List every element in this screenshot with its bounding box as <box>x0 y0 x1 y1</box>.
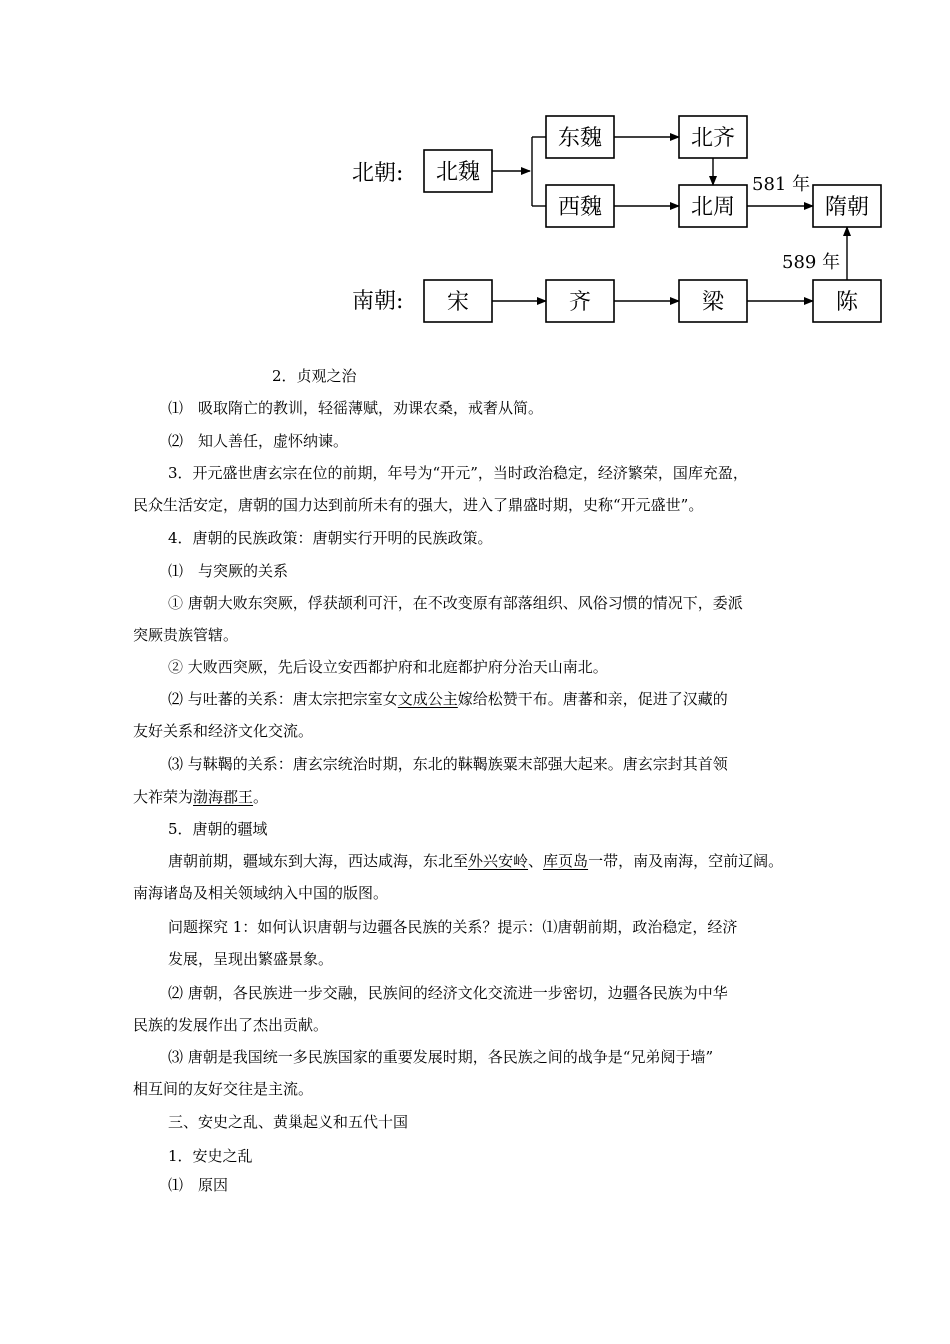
heading-kaiyuan: 3．开元盛世唐玄宗在位的前期，年号为“开元”，当时政治稳定，经济繁荣，国库充盈， <box>168 464 748 482</box>
box-liang <box>679 280 747 322</box>
dynasty-diagram <box>352 108 892 330</box>
paragraph-line: ⑶ 唐朝是我国统一多民族国家的重要发展时期，各民族之间的战争是“兄弟阋于墙” <box>168 1048 714 1066</box>
north-dynasties-label: 北朝: <box>352 161 404 186</box>
box-qi-label: 齐 <box>568 290 592 315</box>
paragraph-line: 发展，呈现出繁盛景象。 <box>168 950 334 968</box>
box-suichao <box>813 185 881 227</box>
box-beizhou <box>679 185 747 227</box>
box-chen-label: 陈 <box>835 290 859 315</box>
section-heading-three: 三、安史之乱、黄巢起义和五代十国 <box>168 1113 409 1131</box>
box-song-label: 宋 <box>446 290 470 315</box>
text-run: 一带，南及南海，空前辽阔。 <box>588 852 784 870</box>
paragraph-line: ② 大败西突厥，先后设立安西都护府和北庭都护府分治天山南北。 <box>168 658 608 676</box>
paragraph-line: 友好关系和经济文化交流。 <box>133 722 314 740</box>
underlined-term-kuyedao: 库页岛 <box>543 852 589 870</box>
box-beizhou-label: 北周 <box>690 195 736 220</box>
heading-anshi: 1．安史之乱 <box>168 1147 253 1165</box>
box-dongwei <box>546 116 614 158</box>
paragraph-line: ⑵ 知人善任，虚怀纳谏。 <box>168 432 349 450</box>
paragraph-line: 南海诸岛及相关领域纳入中国的版图。 <box>133 884 389 902</box>
paragraph-territory <box>168 851 783 871</box>
box-xiwei-label: 西魏 <box>557 195 603 220</box>
subheading-tujue: ⑴ 与突厥的关系 <box>168 562 289 580</box>
paragraph-line <box>133 787 268 807</box>
text-run: 。 <box>253 788 269 806</box>
paragraph-line: 民众生活安定，唐朝的国力达到前所未有的强大，进入了鼎盛时期，史称“开元盛世”。 <box>133 496 704 514</box>
box-beiqi <box>679 116 747 158</box>
year-581-label: 581 年 <box>752 174 811 195</box>
paragraph-line: ⑵ 唐朝，各民族进一步交融，民族间的经济文化交流进一步密切，边疆各民族为中华 <box>168 984 728 1002</box>
underlined-term-bohai: 渤海郡王 <box>193 788 254 806</box>
box-dongwei-label: 东魏 <box>557 126 603 151</box>
question-explore: 问题探究 1：如何认识唐朝与边疆各民族的关系？提示：⑴唐朝前期，政治稳定，经济 <box>168 918 738 936</box>
text-run: 、 <box>528 852 544 870</box>
text-run: 嫁给松赞干布。唐蕃和亲，促进了汉藏的 <box>457 690 728 708</box>
paragraph-tubo <box>168 689 728 709</box>
subheading-cause: ⑴ 原因 <box>168 1176 229 1194</box>
heading-territory: 5．唐朝的疆域 <box>168 820 268 838</box>
south-dynasties-label: 南朝: <box>352 289 404 314</box>
heading-zhenguan: 2．贞观之治 <box>272 367 357 385</box>
paragraph-mohe: ⑶ 与靺鞨的关系：唐玄宗统治时期，东北的靺鞨族粟末部强大起来。唐玄宗封其首领 <box>168 755 728 773</box>
year-589-label: 589 年 <box>782 252 841 273</box>
paragraph-line: 民族的发展作出了杰出贡献。 <box>133 1016 329 1034</box>
text-run: ⑵ 与吐蕃的关系：唐太宗把宗室女 <box>168 690 398 708</box>
box-song <box>424 280 492 322</box>
box-liang-label: 梁 <box>701 290 725 315</box>
paragraph-line: ⑴ 吸取隋亡的教训，轻徭薄赋，劝课农桑，戒奢从简。 <box>168 399 544 417</box>
box-qi <box>546 280 614 322</box>
box-suichao-label: 隋朝 <box>824 195 870 220</box>
underlined-term-wencheng: 文成公主 <box>397 690 458 708</box>
box-xiwei <box>546 185 614 227</box>
dynasty-flow-svg <box>352 108 892 330</box>
paragraph-line: ① 唐朝大败东突厥，俘获颉利可汗，在不改变原有部落组织、风俗习惯的情况下，委派 <box>168 594 743 612</box>
paragraph-line: 相互间的友好交往是主流。 <box>133 1080 314 1098</box>
text-run: 大祚荣为 <box>133 788 194 806</box>
box-beiwei-label: 北魏 <box>435 160 481 185</box>
text-run: 唐朝前期，疆域东到大海，西达咸海，东北至 <box>168 852 469 870</box>
box-chen <box>813 280 881 322</box>
underlined-term-xinganling: 外兴安岭 <box>468 852 529 870</box>
heading-ethnic-policy: 4．唐朝的民族政策：唐朝实行开明的民族政策。 <box>168 529 493 547</box>
paragraph-line: 突厥贵族管辖。 <box>133 626 239 644</box>
box-beiqi-label: 北齐 <box>690 126 736 151</box>
box-beiwei <box>424 150 492 192</box>
